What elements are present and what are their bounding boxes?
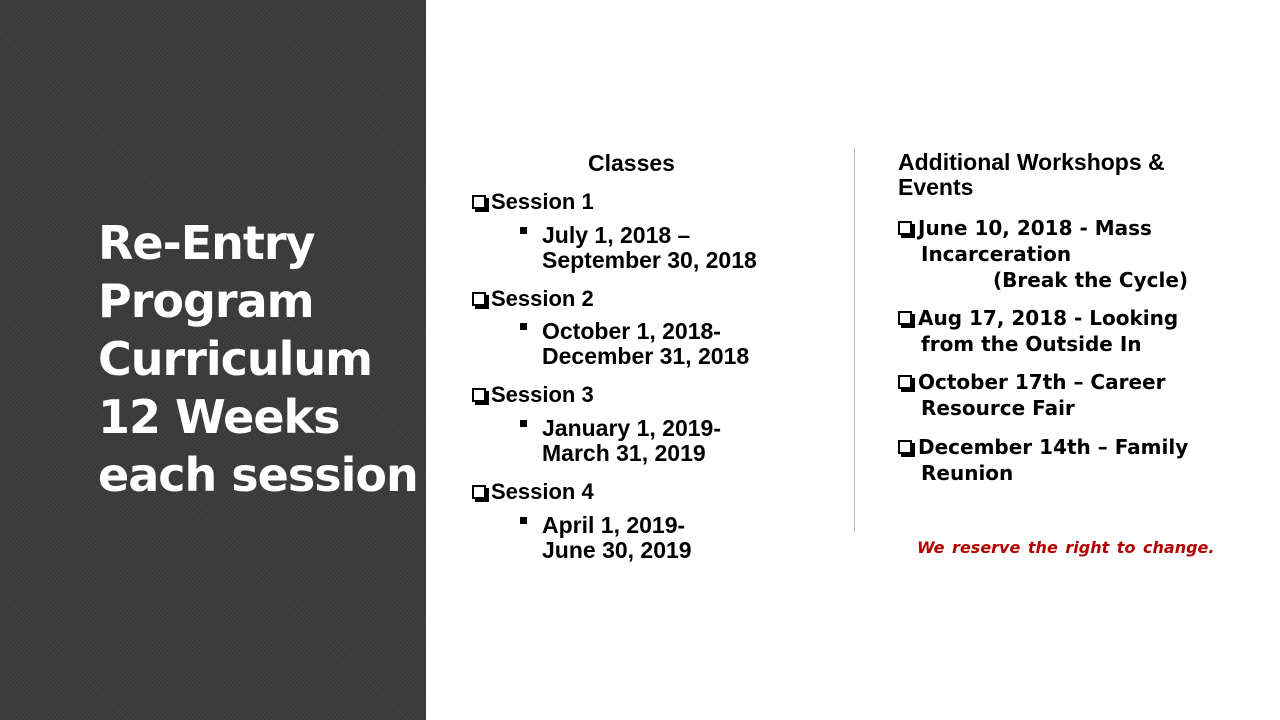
checkbox-bullet-icon: [898, 221, 912, 235]
session-label: Session 3: [491, 382, 594, 407]
events-heading: Additional Workshops & Events: [898, 149, 1165, 200]
event-line: (Break the Cycle): [993, 268, 1189, 292]
event-item: [898, 434, 1228, 486]
session-dates: [542, 513, 692, 563]
checkbox-bullet-icon: [472, 388, 486, 402]
event-item: [898, 305, 1228, 357]
session-label: Session 2: [491, 286, 594, 311]
checkbox-bullet-icon: [898, 311, 912, 325]
column-divider: [854, 148, 855, 532]
title-line: Program: [98, 274, 314, 328]
date-line: April 1, 2019-: [542, 512, 686, 538]
checkbox-bullet-icon: [472, 195, 486, 209]
event-line: Aug 17, 2018 - Looking: [918, 306, 1179, 330]
session-item: [472, 382, 594, 408]
title-line: 12 Weeks: [98, 390, 340, 444]
square-bullet-icon: [520, 323, 527, 330]
date-line: July 1, 2018 –: [542, 222, 691, 248]
session-dates: [542, 416, 721, 466]
event-line: December 14th – Family: [918, 435, 1189, 459]
event-item: [898, 369, 1228, 421]
disclaimer-note: We reserve the right to change.: [917, 538, 1215, 557]
title-line: each session: [98, 448, 418, 502]
session-label: Session 4: [491, 479, 594, 504]
session-dates: [542, 319, 749, 369]
event-line: October 17th – Career: [918, 370, 1166, 394]
slide-title: [98, 214, 418, 504]
date-line: December 31, 2018: [542, 343, 750, 369]
checkbox-bullet-icon: [898, 440, 912, 454]
square-bullet-icon: [520, 517, 527, 524]
checkbox-bullet-icon: [472, 292, 486, 306]
date-line: June 30, 2019: [542, 537, 692, 563]
square-bullet-icon: [520, 227, 527, 234]
event-line: Incarceration: [921, 242, 1072, 266]
date-line: March 31, 2019: [542, 440, 706, 466]
session-label: Session 1: [491, 189, 594, 214]
date-line: September 30, 2018: [542, 247, 757, 273]
session-item: [472, 286, 594, 312]
date-line: October 1, 2018-: [542, 318, 721, 344]
session-dates: [542, 223, 757, 273]
square-bullet-icon: [520, 420, 527, 427]
event-line: from the Outside In: [921, 332, 1142, 356]
title-line: Curriculum: [98, 332, 373, 386]
event-line: June 10, 2018 - Mass: [918, 216, 1152, 240]
date-line: January 1, 2019-: [542, 415, 722, 441]
checkbox-bullet-icon: [472, 485, 486, 499]
session-item: [472, 189, 594, 215]
event-item: [898, 215, 1228, 293]
session-item: [472, 479, 594, 505]
event-line: Reunion: [921, 461, 1014, 485]
title-line: Re-Entry: [98, 216, 315, 270]
title-panel: [0, 0, 426, 720]
classes-heading: Classes: [588, 150, 675, 176]
event-line: Resource Fair: [921, 396, 1075, 420]
checkbox-bullet-icon: [898, 375, 912, 389]
